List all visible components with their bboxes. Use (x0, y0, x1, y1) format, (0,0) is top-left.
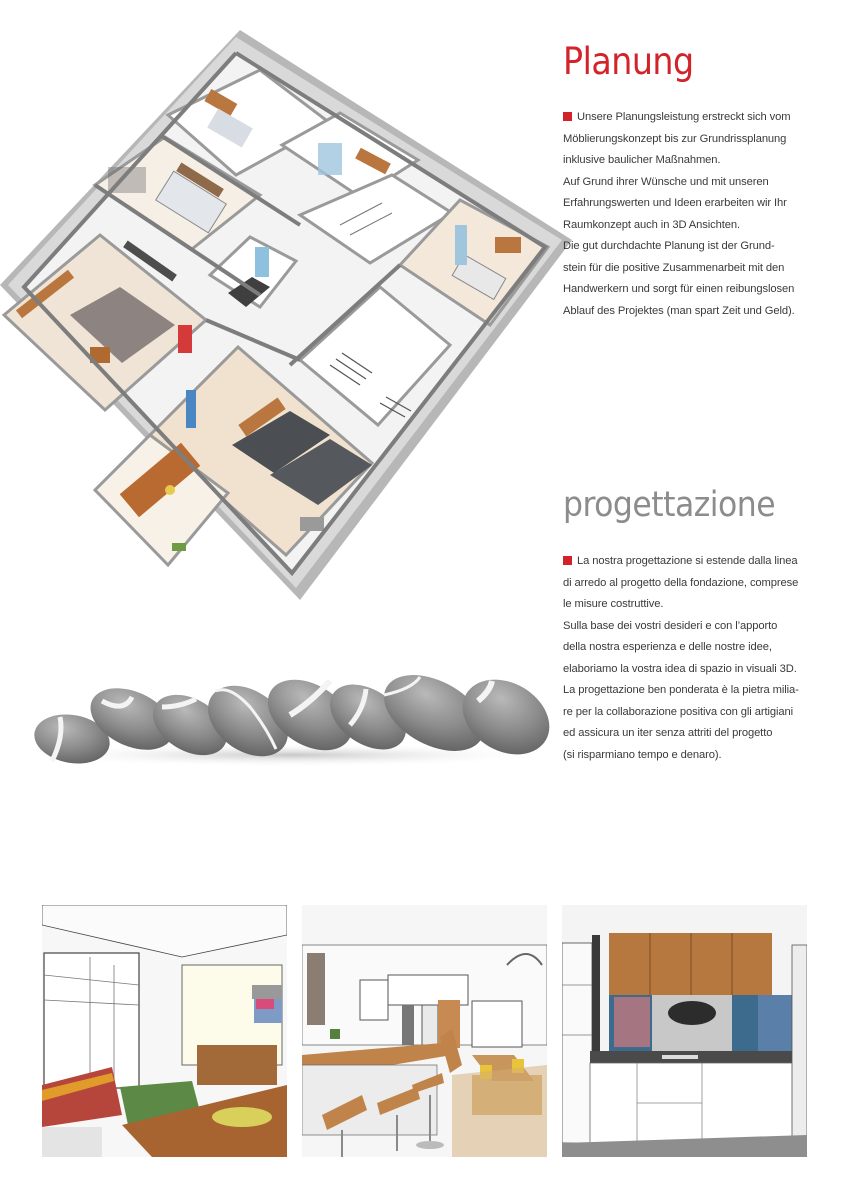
paragraph-line: di arredo al progetto della fondazione, comprese (563, 576, 799, 589)
paragraph-line: La nostra progettazione si estende dalla linea (563, 551, 799, 573)
render-kitchen-dining (302, 905, 547, 1157)
section-title-german: Planung (563, 40, 694, 83)
floorplan-3d-illustration (0, 25, 580, 605)
red-bullet-icon (563, 556, 572, 565)
paragraph-line: Erfahrungswerten und Ideen erarbeiten wir Ihr (563, 197, 787, 209)
paragraph-line: Sulla base dei vostri desideri e con l’apporto (563, 619, 778, 632)
render-kitchen-wall (562, 905, 807, 1157)
paragraph-line: della nostra esperienza e delle nostre idee, (563, 641, 772, 653)
paragraph-line: stein für die positive Zusammenarbeit mit den (563, 261, 785, 274)
paragraph-line: inklusive baulicher Maßnahmen. (563, 154, 721, 166)
paragraph-line: elaboriamo la vostra idea di spazio in visuali 3D. (563, 662, 797, 675)
stones-photo (20, 655, 560, 775)
paragraph-line: le misure costruttive. (563, 598, 664, 610)
paragraph-line: ed assicura un iter senza attriti del progetto (563, 727, 773, 739)
paragraph-line: re per la collaborazione positiva con gli artigiani (563, 705, 793, 718)
paragraph-line: La progettazione ben ponderata è la pietra milia- (563, 684, 799, 696)
paragraph-line: (si risparmiano tempo e denaro). (563, 748, 722, 761)
paragraph-line: Die gut durchdachte Planung ist der Grund- (563, 240, 775, 252)
paragraph-line: Möblierungskonzept bis zur Grundrissplanung (563, 132, 787, 145)
paragraph-line: Raumkonzept auch in 3D Ansichten. (563, 218, 741, 231)
paragraph-german (563, 107, 795, 322)
render-living-room (42, 905, 287, 1157)
paragraph-line: Handwerkern und sorgt für einen reibungslosen (563, 283, 795, 295)
paragraph-line: Auf Grund ihrer Wünsche und mit unseren (563, 175, 769, 188)
paragraph-italian (563, 551, 799, 766)
paragraph-line: Ablauf des Projektes (man spart Zeit und Geld). (563, 304, 795, 317)
red-bullet-icon (563, 112, 572, 121)
paragraph-line: Unsere Planungsleistung erstreckt sich vom (563, 107, 795, 129)
section-title-italian: progettazione (563, 485, 776, 525)
